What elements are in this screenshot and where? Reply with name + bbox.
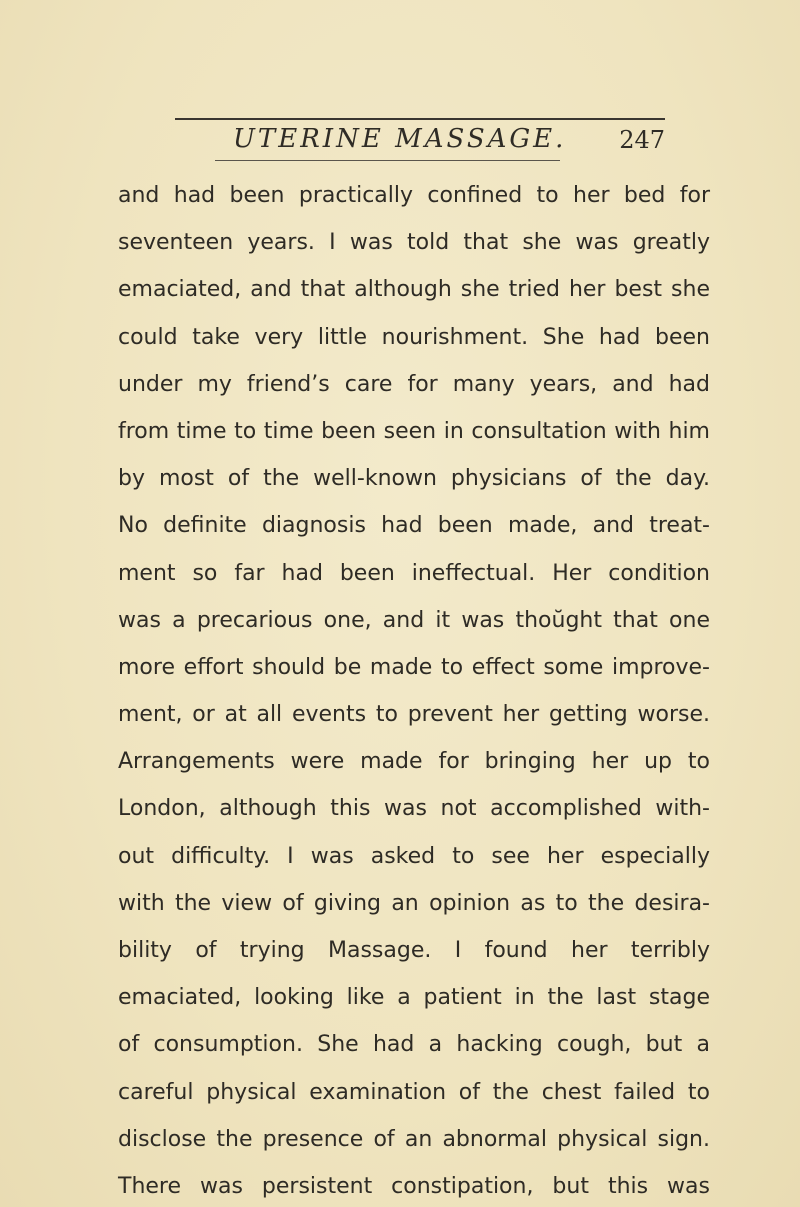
text-line: more effort should be made to effect some improve- (118, 654, 710, 680)
text-line: bility of trying Massage. I found her terribly (118, 938, 710, 963)
text-line: by most of the well-known physicians of the day. (118, 466, 710, 492)
text-line: London, although this was not accomplished with- (118, 796, 710, 822)
text-line: There was persistent constipation, but this was (118, 1173, 710, 1199)
text-line: of consumption. She had a hacking cough, but a (118, 1032, 710, 1058)
text-line: ment so far had been ineffectual. Her condition (118, 560, 710, 586)
text-line: emaciated, and that although she tried her best she (118, 277, 710, 303)
header-rule-bottom (215, 160, 560, 161)
text-line: disclose the presence of an abnormal physical sign. (118, 1126, 710, 1152)
text-line: No definite diagnosis had been made, and treat- (118, 513, 710, 539)
text-line: under my friend’s care for many years, and had (118, 371, 710, 397)
running-title: UTERINE MASSAGE. (233, 124, 567, 154)
text-line: careful physical examination of the chest failed to (118, 1079, 710, 1105)
text-line: could take very little nourishment. She had been (118, 324, 710, 350)
text-line: Arrangements were made for bringing her up to (118, 749, 710, 775)
header-rule-top (175, 118, 665, 120)
text-line: out difficulty. I was asked to see her especially (118, 843, 710, 869)
text-line: ment, or at all events to prevent her getting worse. (118, 702, 710, 728)
body-text (118, 172, 710, 1207)
page-number: 247 (619, 126, 665, 154)
text-line: seventeen years. I was told that she was greatly (118, 230, 710, 256)
text-line: was a precarious one, and it was thoŭght that one (118, 607, 710, 633)
text-line: with the view of giving an opinion as to the desira- (118, 890, 710, 916)
text-line: emaciated, looking like a patient in the last stage (118, 985, 710, 1011)
running-header (175, 124, 665, 156)
text-line: from time to time been seen in consultation with him (118, 418, 710, 444)
text-line: and had been practically confined to her bed for (118, 183, 710, 208)
